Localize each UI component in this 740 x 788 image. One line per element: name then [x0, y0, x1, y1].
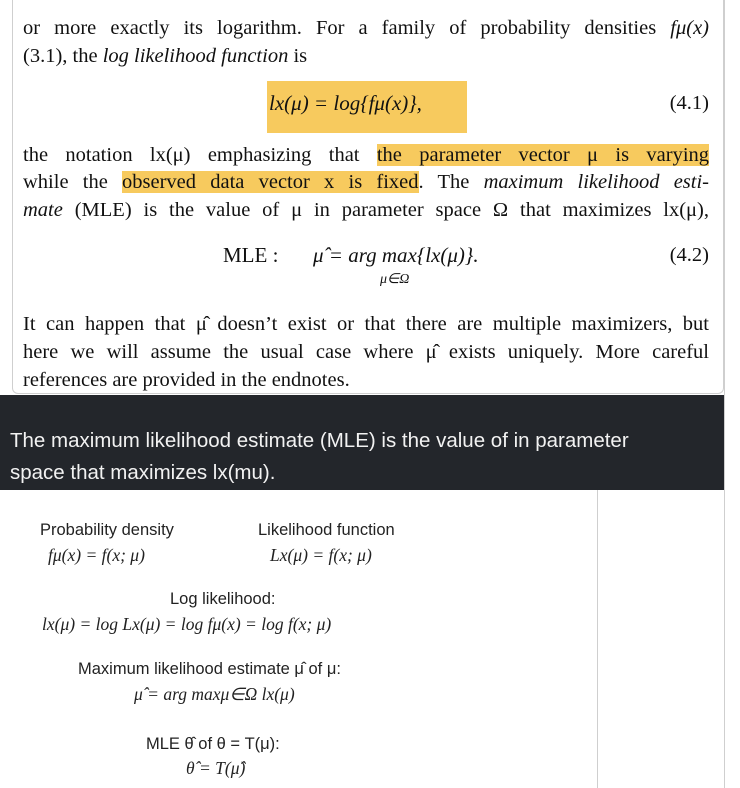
theta-mle-formula-text: θ̂ = T(μ̂): [186, 758, 246, 778]
likelihood-function-formula-text: Lx(μ) = f(x; μ): [270, 545, 372, 565]
caption-line-2: space that maximizes lx(mu).: [10, 461, 276, 484]
highlight-parameter-vector: the parameter vector μ is varying: [376, 144, 710, 166]
mle-term-part1: maximum likelihood esti-: [483, 171, 709, 193]
formula-notes: [0, 490, 598, 788]
theta-mle-formula: [186, 758, 245, 779]
excerpt-line-1: [23, 14, 709, 42]
equation-4-2-label: MLE :: [223, 243, 279, 267]
log-likelihood-formula-text: lx(μ) = log Lx(μ) = log fμ(x) = log f(x; μ): [42, 614, 332, 634]
excerpt-line-4-pre: while the: [23, 171, 108, 193]
equation-4-2-text: μ̂ = arg max{lx(μ)}.: [313, 243, 479, 267]
likelihood-function-label: Likelihood function: [258, 521, 395, 539]
mle-formula: [134, 684, 295, 705]
likelihood-function-formula: [270, 545, 372, 566]
equation-4-1-text: lx(μ) = log{fμ(x)},: [269, 91, 422, 115]
excerpt-line-2-pre: (3.1), the: [23, 45, 98, 67]
excerpt-para2-line-3: references are provided in the endnotes.: [23, 369, 350, 391]
highlight-observed-data: observed data vector x is fixed: [122, 171, 419, 193]
column-divider-right: [724, 0, 725, 788]
caption-banner: [0, 395, 724, 490]
probability-density-formula: [48, 545, 145, 566]
book-excerpt: [12, 0, 724, 394]
theta-mle-label: MLE θ̂ of θ = T(μ):: [146, 735, 280, 753]
log-likelihood-term: log likelihood function: [102, 45, 289, 67]
probability-density-label: Probability density: [40, 521, 174, 539]
excerpt-line-3-pre: the notation lx(μ) emphasizing that: [23, 144, 360, 166]
excerpt-para2-line-2: here we will assume the usual case where μ̂ exists uniquely. More careful: [23, 341, 709, 363]
equation-4-1-number: (4.1): [669, 92, 709, 114]
log-likelihood-label: Log likelihood:: [170, 590, 276, 608]
excerpt-line-2: [23, 42, 709, 70]
equation-4-1: [269, 91, 422, 116]
equation-4-2-subscript: μ∈Ω: [380, 272, 410, 287]
caption-line-1: The maximum likelihood estimate (MLE) is the value of in parameter: [10, 429, 629, 452]
mle-label: Maximum likelihood estimate μ̂ of μ:: [78, 660, 341, 678]
probability-density-formula-text: fμ(x) = f(x; μ): [48, 545, 145, 565]
excerpt-line-4: [23, 168, 709, 196]
equation-4-2-number: (4.2): [669, 244, 709, 266]
excerpt-line-1-text: or more exactly its logarithm. For a family of probability densities: [23, 17, 657, 39]
mle-formula-text: μ̂ = arg maxμ∈Ω lx(μ): [134, 684, 295, 704]
excerpt-line-5: [23, 196, 709, 224]
excerpt-line-5-post: (MLE) is the value of μ in parameter space Ω that maximizes lx(μ),: [74, 199, 709, 221]
mle-term-part2: mate: [23, 199, 63, 221]
equation-4-2: [313, 243, 479, 268]
log-likelihood-formula: [42, 614, 331, 635]
density-notation: fμ(x): [670, 17, 710, 39]
excerpt-line-3: [23, 141, 709, 169]
excerpt-line-4-mid: . The: [418, 171, 470, 193]
excerpt-para2-line-1: It can happen that μ̂ doesn’t exist or that there are multiple maximizers, but: [23, 313, 709, 335]
excerpt-line-2-post: is: [293, 45, 308, 67]
